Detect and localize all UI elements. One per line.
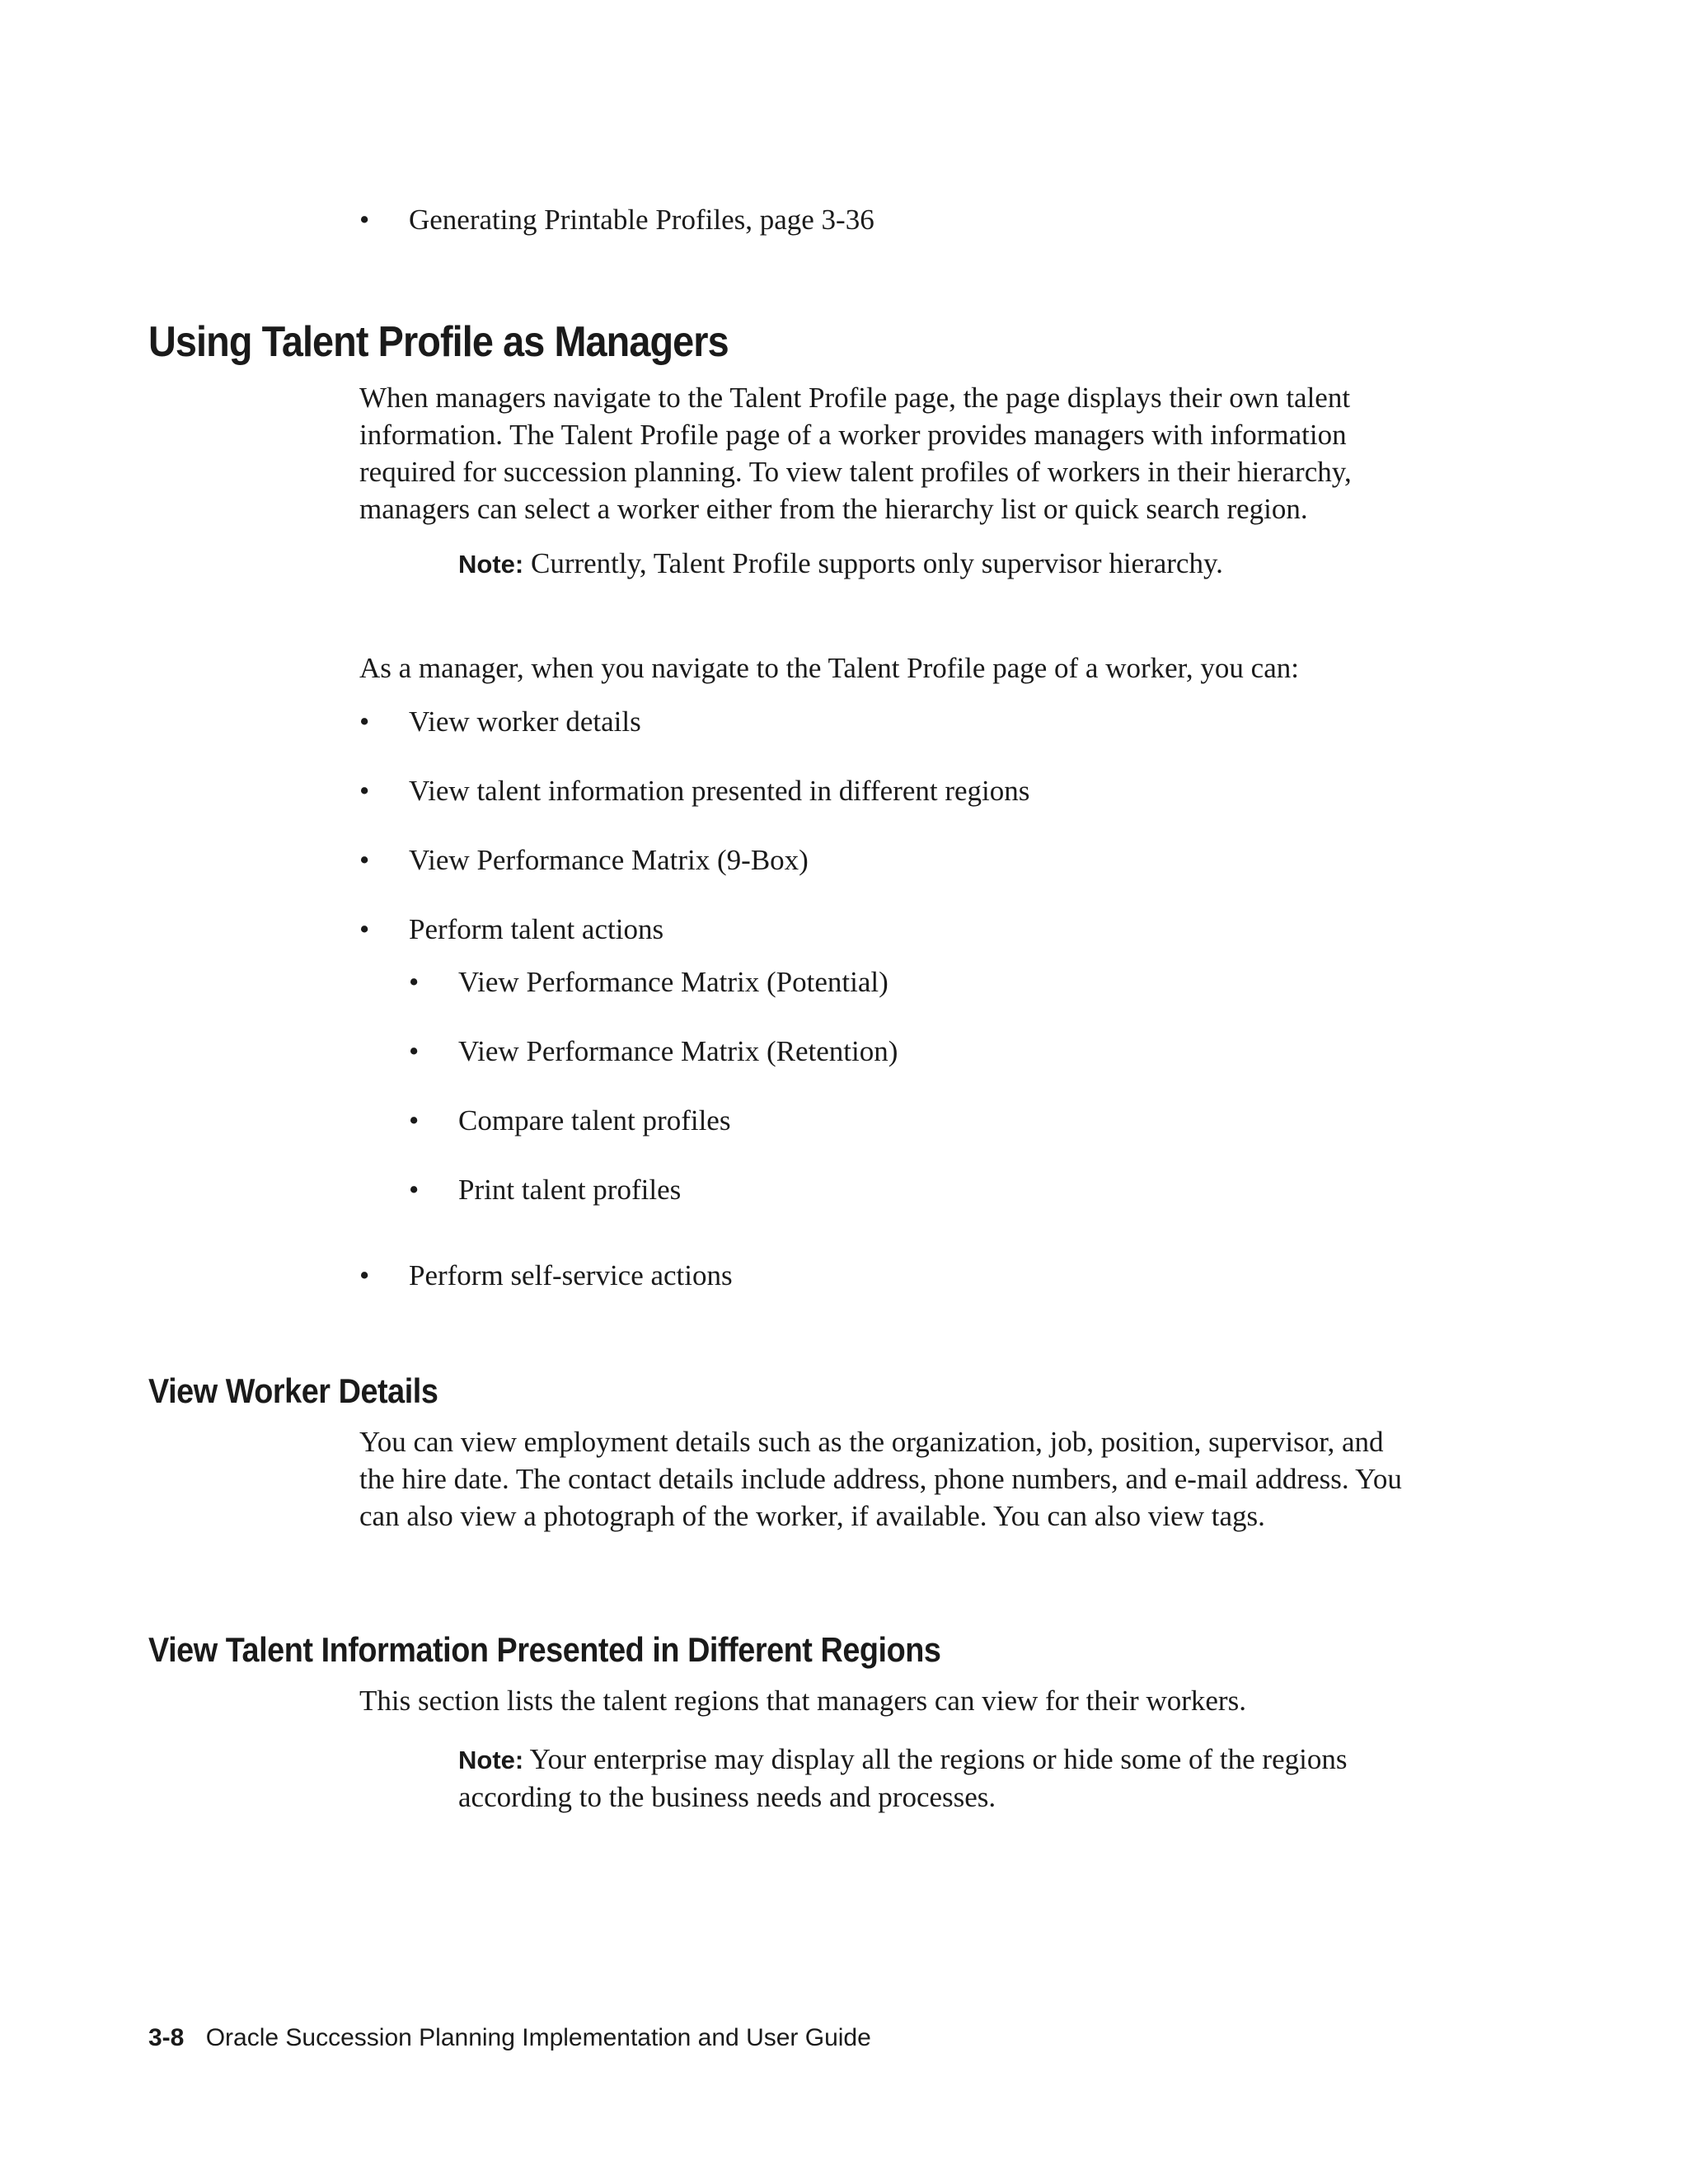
- list-item: [359, 1257, 1423, 1294]
- bullet-marker: •: [359, 844, 370, 876]
- list-item: [359, 911, 1423, 948]
- list-item-text: Perform talent actions: [409, 913, 664, 945]
- list-item: [409, 1102, 1472, 1139]
- talent-actions-sublist: [409, 1171, 1472, 1208]
- list-item: [359, 703, 1423, 740]
- bullet-marker: •: [359, 705, 370, 738]
- talent-regions-paragraph: This section lists the talent regions that managers can view for their workers.: [359, 1685, 1246, 1717]
- bullet-marker: •: [409, 1035, 420, 1067]
- top-bullet-item: [359, 201, 874, 238]
- bullet-marker: •: [359, 775, 370, 807]
- page-number: 3-8: [148, 2024, 185, 2051]
- lead-in-paragraph: As a manager, when you navigate to the Talent Profile page of a worker, you can:: [359, 652, 1299, 684]
- sublist-item-text: View Performance Matrix (Retention): [458, 1035, 898, 1067]
- list-item-text: View talent information presented in different regions: [409, 775, 1030, 807]
- talent-actions-sublist: [409, 963, 1472, 1001]
- talent-regions-heading: View Talent Information Presented in Different Regions: [148, 1630, 941, 1669]
- manager-actions-list: [359, 911, 1423, 948]
- talent-actions-sublist: [409, 1033, 1472, 1070]
- bullet-marker: •: [409, 1174, 420, 1206]
- note-text: Currently, Talent Profile supports only supervisor hierarchy.: [530, 547, 1223, 579]
- sublist-item-text: Print talent profiles: [458, 1174, 682, 1206]
- guide-title: Oracle Succession Planning Implementation and User Guide: [205, 2024, 871, 2051]
- bullet-marker: •: [359, 204, 370, 236]
- note-label: Note:: [458, 1746, 524, 1774]
- note-regions: [458, 1741, 1373, 1816]
- sublist-item-text: View Performance Matrix (Potential): [458, 966, 889, 998]
- list-item: [409, 963, 1472, 1001]
- worker-details-paragraph: You can view employment details such as the organization, job, position, supervisor, and the hire date. The contact details include address, phone numbers, and e-mail address. You can also view a photograph of the worker, if available. You can also view tags.: [359, 1426, 1402, 1532]
- talent-actions-sublist: [409, 1102, 1472, 1139]
- list-item: [359, 772, 1423, 809]
- note-hierarchy: [458, 545, 1398, 583]
- sublist-item-text: Compare talent profiles: [458, 1104, 731, 1137]
- top-bullet-text: Generating Printable Profiles, page 3-36: [409, 204, 874, 236]
- list-item: [409, 1171, 1472, 1208]
- note-label: Note:: [458, 550, 524, 579]
- list-item: [359, 841, 1423, 879]
- list-item-text: Perform self-service actions: [409, 1259, 733, 1291]
- bullet-marker: •: [409, 1104, 420, 1137]
- bullet-marker: •: [359, 1259, 370, 1291]
- list-item: [409, 1033, 1472, 1070]
- note-text: Your enterprise may display all the regions or hide some of the regions according to the business needs and processes.: [458, 1743, 1348, 1813]
- bullet-marker: •: [359, 913, 370, 945]
- manager-actions-list: [359, 1257, 1423, 1294]
- page-footer: [148, 2022, 871, 2054]
- section-title: Using Talent Profile as Managers: [148, 318, 729, 366]
- manager-actions-list: [359, 841, 1423, 879]
- worker-details-heading: View Worker Details: [148, 1371, 438, 1410]
- list-item-text: View Performance Matrix (9-Box): [409, 844, 809, 876]
- manager-actions-list: [359, 772, 1423, 809]
- bullet-marker: •: [409, 966, 420, 998]
- section-intro-paragraph: When managers navigate to the Talent Profile page, the page displays their own talent information. The Talent Profile page of a worker provides managers with information required for succession planning. To view talent profiles of workers in their hierarchy, managers can select a worker either from the hierarchy list or quick search region.: [359, 382, 1352, 525]
- list-item-text: View worker details: [409, 705, 641, 738]
- manager-actions-list: [359, 703, 1423, 740]
